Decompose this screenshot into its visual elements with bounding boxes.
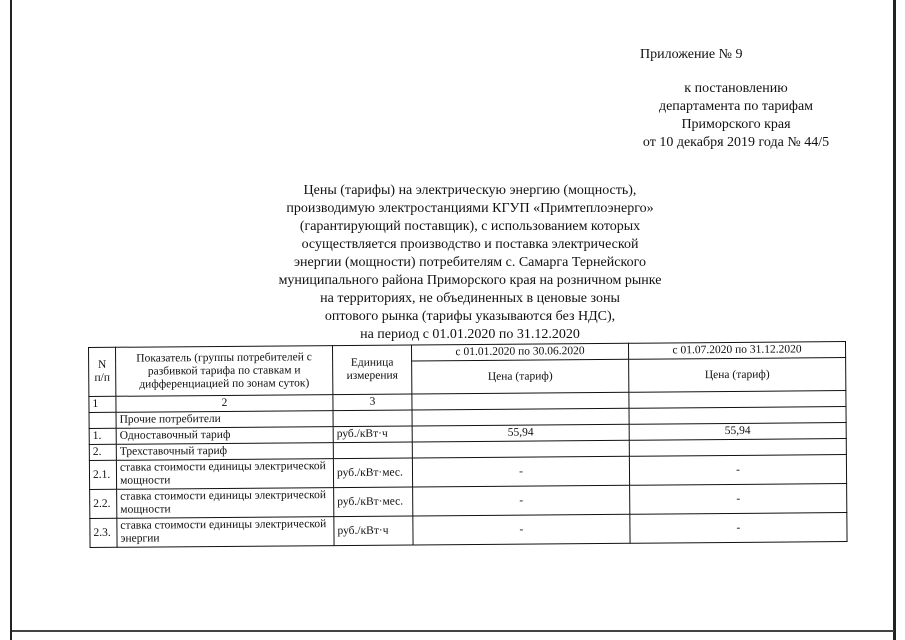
title-line: на период с 01.01.2020 по 31.12.2020 (360, 327, 580, 342)
table-row (90, 513, 847, 548)
row-unit: руб./кВт·ч (334, 516, 413, 546)
scan-border-bottom (12, 630, 894, 632)
row-num: 2.2. (90, 489, 117, 518)
title-line: на территориях, не объединенных в ценовые зоны (320, 291, 620, 306)
row-price-1 (412, 408, 629, 426)
row-num: 2.3. (90, 518, 117, 547)
appendix-label: Приложение № 9 (640, 47, 743, 62)
row-num: 2.1. (89, 460, 116, 489)
row-indicator: ставка стоимости единицы электрической энергии (117, 517, 334, 548)
row-num (89, 412, 116, 428)
title-line: производимую электростанциями КГУП «Примтеплоэнерго» (286, 201, 654, 216)
row-indicator: ставка стоимости единицы электрической мощности (116, 459, 333, 490)
header-price-1: Цена (тариф) (412, 359, 629, 394)
row-price-2 (629, 439, 846, 457)
row-indicator: Прочие потребители (116, 411, 333, 429)
approval-line: к постановлению (684, 81, 788, 96)
row-unit: руб./кВт·мес. (334, 487, 413, 517)
column-number: 1 (89, 396, 116, 412)
header-indicator: Показатель (группы потребителей с разбивкой тарифа по ставкам и дифференциацией по зонам суток) (116, 346, 333, 397)
column-number (412, 392, 629, 410)
row-price-2 (629, 407, 846, 425)
row-price-2: 55,94 (629, 423, 846, 441)
title-line: оптового рынка (тарифы указываются без НДС), (324, 309, 616, 324)
row-price-2: - (629, 455, 846, 486)
row-price-1 (412, 440, 629, 458)
row-unit (333, 410, 412, 427)
header-num: N п/п (89, 347, 116, 396)
approval-line: Приморского края (681, 117, 791, 132)
header-period-1: с 01.01.2020 по 30.06.2020 (411, 343, 628, 361)
row-price-1: 55,94 (412, 424, 629, 442)
row-price-2: - (630, 513, 847, 544)
row-unit: руб./кВт·мес. (333, 458, 412, 488)
title-line: осуществляется производство и поставка электрической (301, 237, 639, 252)
row-price-1: - (413, 485, 630, 516)
header-unit: Единица измерения (332, 345, 411, 395)
title-line: (гарантирующий поставщик), с использованием которых (299, 219, 641, 234)
approval-block (606, 80, 866, 152)
approval-line: от 10 декабря 2019 года № 44/5 (642, 135, 830, 150)
title-line: муниципального района Приморского края на розничном рынке (278, 273, 662, 288)
document-title (260, 182, 680, 344)
title-line: энергии (мощности) потребителям с. Самарга Тернейского (294, 255, 646, 270)
row-price-1: - (413, 514, 630, 545)
row-num: 1. (89, 428, 116, 444)
row-indicator: Трехставочный тариф (116, 443, 333, 461)
row-unit: руб./кВт·ч (333, 426, 412, 443)
tariff-table (88, 341, 848, 548)
header-price-2: Цена (тариф) (629, 358, 846, 393)
row-price-1: - (412, 456, 629, 487)
row-indicator: Одноставочный тариф (116, 427, 333, 445)
title-line: Цены (тарифы) на электрическую энергию (мощность), (303, 183, 637, 198)
header-period-2: с 01.07.2020 по 31.12.2020 (628, 342, 845, 360)
column-number: 2 (116, 395, 333, 413)
column-number: 3 (333, 394, 412, 411)
row-num: 2. (89, 444, 116, 460)
row-price-2: - (630, 484, 847, 515)
column-number (629, 391, 846, 409)
scan-border-left (10, 0, 12, 640)
scan-border-right (893, 0, 896, 640)
row-indicator: ставка стоимости единицы электрической мощности (117, 488, 334, 519)
row-unit (333, 442, 412, 459)
approval-line: департамента по тарифам (658, 99, 814, 114)
